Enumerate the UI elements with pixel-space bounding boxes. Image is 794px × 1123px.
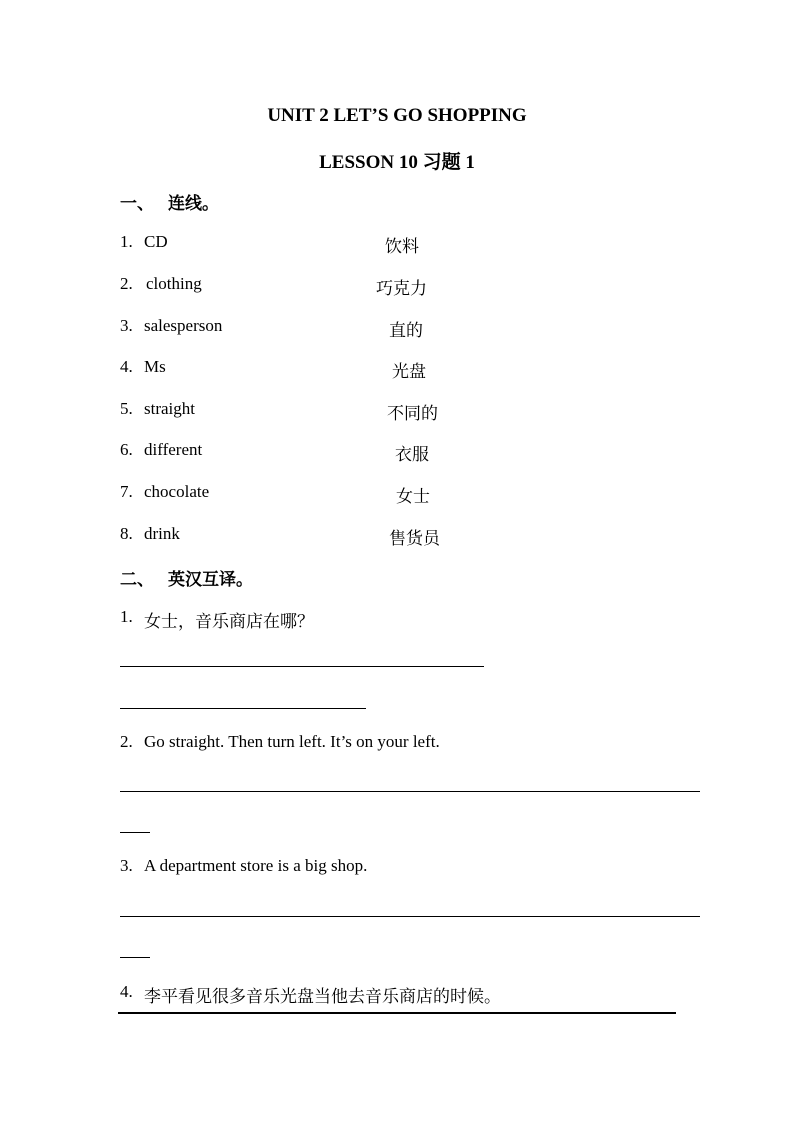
match-number: 3. (120, 316, 133, 335)
question-number: 3. (120, 856, 133, 875)
match-english: salesperson (144, 316, 223, 335)
match-chinese: 直的 (389, 321, 423, 340)
match-chinese: 售货员 (389, 529, 440, 548)
match-chinese: 不同的 (387, 404, 438, 423)
match-number: 2. (120, 274, 133, 293)
match-chinese: 衣服 (395, 445, 429, 464)
match-english: drink (144, 524, 180, 543)
question-text: 女士，音乐商店在哪？ (144, 612, 314, 631)
match-english: different (144, 440, 203, 459)
match-number: 1. (120, 232, 133, 251)
match-english: straight (144, 399, 195, 418)
match-number: 8. (120, 524, 133, 543)
answer-line[interactable] (120, 957, 150, 958)
answer-line[interactable] (120, 916, 700, 917)
question-text: A department store is a big shop. (144, 856, 368, 875)
match-english: chocolate (144, 482, 210, 501)
match-english: clothing (146, 274, 202, 293)
match-number: 7. (120, 482, 133, 501)
match-number: 6. (120, 440, 133, 459)
question-text: 李平看见很多音乐光盘当他去音乐商店的时候。 (144, 987, 501, 1006)
question-text: Go straight. Then turn left. It’s on your left. (144, 732, 440, 751)
match-english: Ms (144, 357, 166, 376)
match-number: 5. (120, 399, 133, 418)
section1-label: 一、 (120, 194, 154, 213)
question-number: 2. (120, 732, 133, 751)
question-number: 1. (120, 607, 133, 626)
answer-line[interactable] (120, 708, 366, 709)
answer-line[interactable] (120, 832, 150, 833)
question-number: 4. (120, 982, 133, 1001)
match-number: 4. (120, 357, 133, 376)
match-chinese: 光盘 (392, 362, 426, 381)
match-chinese: 巧克力 (376, 279, 427, 298)
section1-heading: 连线。 (168, 194, 219, 213)
match-chinese: 饮料 (385, 237, 419, 256)
section2-heading: 英汉互译。 (168, 570, 253, 589)
section2-label: 二、 (120, 570, 154, 589)
match-chinese: 女士 (396, 487, 430, 506)
answer-line[interactable] (118, 1012, 676, 1014)
worksheet-subtitle: LESSON 10 习题 1 (319, 152, 475, 173)
answer-line[interactable] (120, 666, 484, 667)
worksheet-title: UNIT 2 LET’S GO SHOPPING (267, 105, 527, 126)
answer-line[interactable] (120, 791, 700, 792)
match-english: CD (144, 232, 168, 251)
